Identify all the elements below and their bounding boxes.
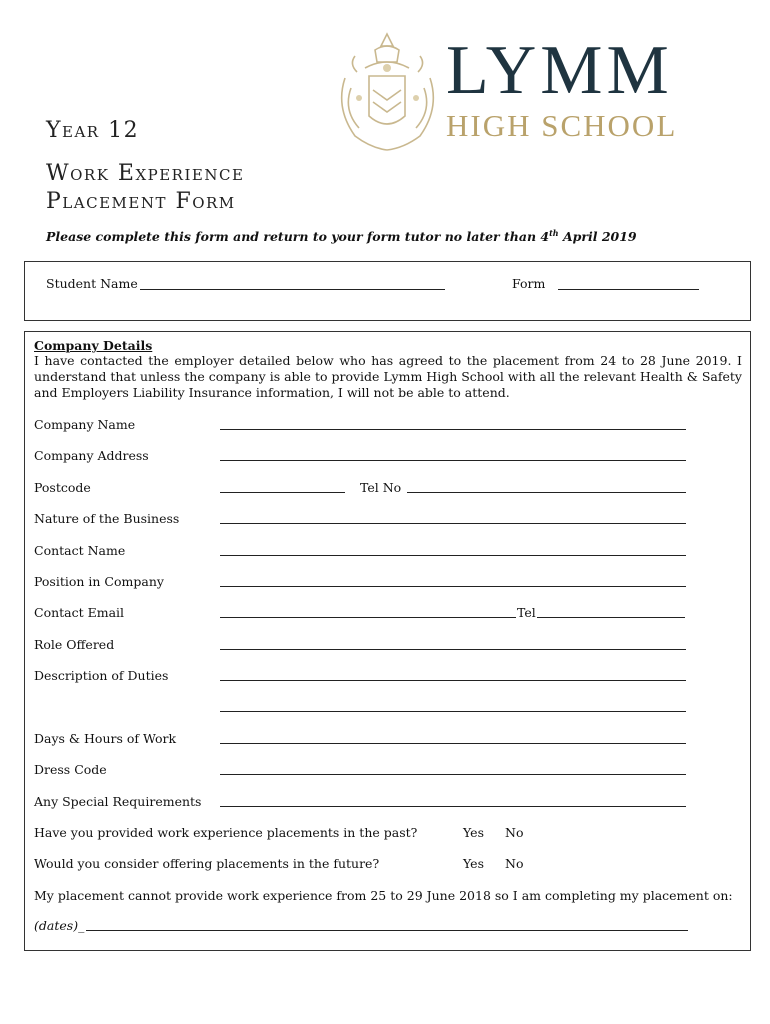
postcode-label: Postcode: [34, 480, 91, 495]
contact-tel-label: Tel: [517, 605, 536, 620]
days-hours-field[interactable]: [220, 743, 686, 744]
role-offered-label: Role Offered: [34, 637, 115, 652]
nature-business-label: Nature of the Business: [34, 511, 180, 526]
company-address-field[interactable]: [220, 460, 686, 461]
company-name-field[interactable]: [220, 429, 686, 430]
logo-lymm: LYMM: [446, 32, 673, 109]
title-line-1: Work Experience: [46, 161, 245, 186]
duties-field-1[interactable]: [220, 680, 686, 681]
contact-tel-field[interactable]: [537, 617, 685, 618]
position-field[interactable]: [220, 586, 686, 587]
question-future-placements: Would you consider offering placements in the future?: [34, 856, 380, 871]
company-intro: I have contacted the employer detailed below who has agreed to the placement from 24 to 28 June 2019. I understand that unless the company is able to provide Lymm High School with all the relevant Health & Safety and Employers Liability Insurance information, I will not be able to attend.: [34, 353, 742, 400]
student-name-label: Student Name: [46, 276, 138, 291]
page-title: [46, 160, 244, 216]
duties-field-2[interactable]: [220, 711, 686, 712]
q1-yes-option[interactable]: Yes: [463, 825, 484, 840]
instruction-text: Please complete this form and return to your form tutor no later than 4th April 2019: [46, 228, 637, 245]
tel-no-label: Tel No: [360, 480, 402, 495]
dates-field[interactable]: [86, 930, 688, 931]
position-label: Position in Company: [34, 574, 164, 589]
q2-no-option[interactable]: No: [505, 856, 524, 871]
special-requirements-label: Any Special Requirements: [34, 794, 202, 809]
alternative-dates-text: My placement cannot provide work experience from 25 to 29 June 2018 so I am completing my placement on:: [34, 888, 733, 903]
q1-no-option[interactable]: No: [505, 825, 524, 840]
contact-email-field[interactable]: [220, 617, 516, 618]
question-past-placements: Have you provided work experience placements in the past?: [34, 825, 418, 840]
company-name-label: Company Name: [34, 417, 136, 432]
student-details-box: [24, 261, 751, 321]
dress-code-field[interactable]: [220, 774, 686, 775]
contact-name-label: Contact Name: [34, 543, 126, 558]
role-offered-field[interactable]: [220, 649, 686, 650]
form-label: Form: [512, 276, 546, 291]
dress-code-label: Dress Code: [34, 762, 107, 777]
days-hours-label: Days & Hours of Work: [34, 731, 177, 746]
special-requirements-field[interactable]: [220, 806, 686, 807]
year-heading: Year 12: [46, 118, 140, 143]
duties-label: Description of Duties: [34, 668, 169, 683]
contact-name-field[interactable]: [220, 555, 686, 556]
company-address-label: Company Address: [34, 448, 149, 463]
school-crest-icon: [335, 28, 440, 156]
tel-no-field[interactable]: [407, 492, 686, 493]
form-field[interactable]: [558, 289, 699, 290]
contact-email-label: Contact Email: [34, 605, 125, 620]
q2-yes-option[interactable]: Yes: [463, 856, 484, 871]
postcode-field[interactable]: [220, 492, 345, 493]
dates-label: (dates)_: [34, 918, 85, 933]
company-heading: Company Details: [34, 338, 153, 353]
nature-business-field[interactable]: [220, 523, 686, 524]
title-line-2: Placement Form: [46, 189, 236, 214]
logo-high-school: HIGH SCHOOL: [446, 108, 678, 143]
student-name-field[interactable]: [140, 289, 445, 290]
